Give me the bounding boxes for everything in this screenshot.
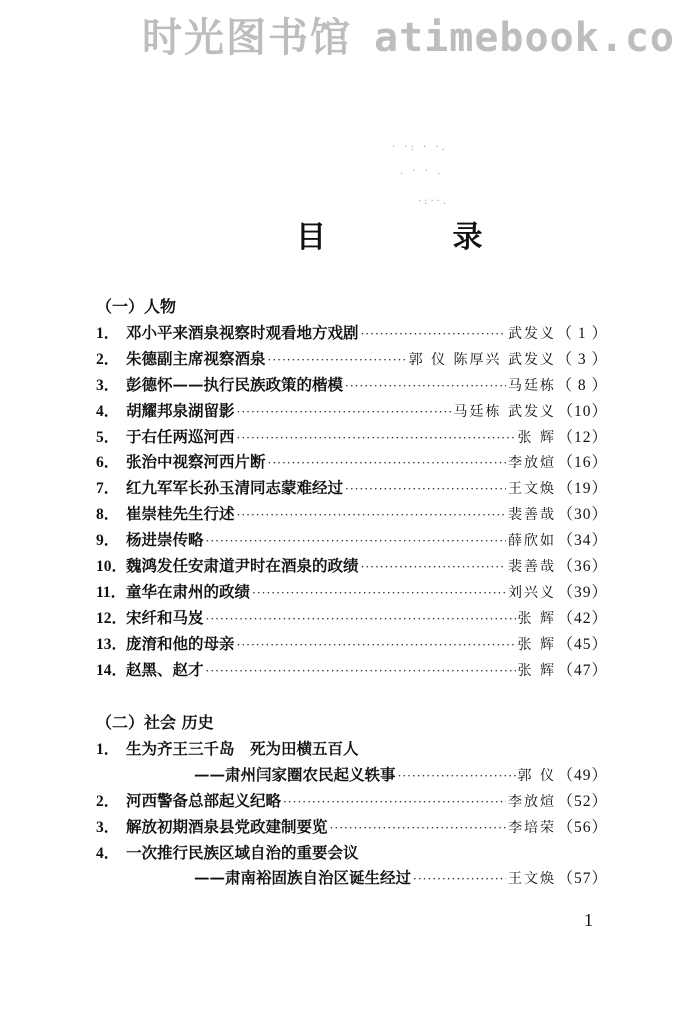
entry-author: 马廷栋 武发义 — [453, 403, 556, 420]
entry-number: 1． — [96, 741, 120, 758]
entry-number: 4． — [96, 402, 120, 420]
dot-leader — [206, 529, 506, 555]
entry-title: 崔崇桂先生行述 — [126, 504, 235, 524]
toc-entry — [96, 657, 608, 683]
entry-page: （ 1 ） — [556, 325, 608, 342]
toc-entry — [96, 372, 608, 398]
section-heading: （二）社会 历史 — [96, 713, 214, 732]
entry-title: 张治中视察河西片断 — [126, 452, 266, 472]
scan-speckle: · ·: · ·. — [392, 142, 448, 153]
toc-entry — [96, 475, 608, 501]
watermark-cn: 时光图书馆 — [142, 15, 352, 61]
entry-page: （52） — [557, 792, 608, 810]
entry-author: 郭 仪 陈厚兴 武发义 — [408, 351, 556, 368]
toc-entry — [96, 762, 608, 788]
toc-entry — [96, 320, 608, 346]
toc-entry — [96, 346, 608, 372]
section-heading: （一）人物 — [96, 297, 177, 316]
entry-title: 一次推行民族区域自治的重要会议 — [126, 842, 359, 862]
toc-entry — [96, 527, 608, 553]
entry-author: 马廷栋 — [508, 377, 556, 394]
entry-number: 9． — [96, 532, 120, 550]
entry-author: 张 辉 — [517, 429, 556, 446]
entry-page: （42） — [557, 609, 608, 627]
entry-author: 王文焕 — [508, 871, 556, 888]
entry-author: 张 辉 — [517, 636, 556, 653]
entry-title: 邓小平来酒泉视察时观看地方戏剧 — [126, 323, 359, 342]
entry-number: 11． — [96, 583, 127, 601]
dot-leader — [206, 607, 516, 633]
toc-entry — [96, 398, 608, 424]
entry-page: （30） — [557, 506, 608, 524]
entry-number: 1． — [96, 325, 120, 342]
dot-leader — [361, 322, 506, 348]
entry-page: （45） — [557, 635, 608, 653]
entry-title: 河西警备总部起义纪略 — [126, 790, 282, 810]
entry-number: 12． — [96, 609, 128, 627]
entry-number: 10． — [96, 558, 128, 576]
dot-leader — [237, 503, 506, 529]
toc-entry — [96, 579, 608, 605]
entry-page: （ 3 ） — [556, 350, 608, 368]
entry-title: 彭德怀——执行民族政策的楷模 — [126, 374, 344, 394]
watermark — [0, 6, 684, 63]
entry-page: （16） — [557, 454, 608, 472]
toc-entry — [96, 501, 608, 527]
dot-leader — [268, 451, 506, 477]
dot-leader — [330, 816, 506, 842]
toc-section-society-history — [96, 710, 608, 891]
entry-page: （19） — [557, 480, 608, 498]
entry-number: 4． — [96, 844, 120, 862]
entry-number: 6． — [96, 454, 120, 472]
dot-leader — [283, 790, 506, 816]
entry-title: ——肃州闫家圈农民起义轶事 — [194, 764, 396, 784]
entry-page: （34） — [557, 532, 608, 550]
dot-leader — [345, 374, 506, 400]
dot-leader — [398, 764, 516, 790]
entry-page: （39） — [557, 583, 608, 601]
entry-title: 生为齐王三千岛 死为田横五百人 — [126, 739, 359, 758]
entry-title: 解放初期酒泉县党政建制要览 — [126, 816, 328, 836]
entry-page: （47） — [557, 661, 608, 679]
entry-title: 朱德副主席视察酒泉 — [126, 348, 266, 368]
entry-page: （ 8 ） — [556, 376, 608, 394]
dot-leader — [237, 426, 516, 452]
entry-page: （56） — [557, 818, 608, 836]
entry-author: 郭 仪 — [517, 767, 556, 784]
entry-author: 薛欣如 — [508, 533, 556, 550]
toc-entry — [96, 631, 608, 657]
entry-author: 张 辉 — [517, 610, 556, 627]
entry-author: 裴善哉 — [508, 559, 556, 576]
toc-entry — [96, 449, 608, 475]
entry-author: 张 辉 — [517, 662, 556, 679]
entry-number: 13． — [96, 635, 128, 653]
watermark-en: atimebook.co — [374, 15, 675, 61]
entry-author: 武发义 — [508, 326, 556, 342]
toc-entry — [96, 814, 608, 840]
entry-number: 2． — [96, 350, 120, 368]
entry-author: 裴善哉 — [508, 507, 556, 524]
dot-leader — [237, 633, 516, 659]
dot-leader — [206, 659, 516, 685]
entry-number: 5． — [96, 428, 120, 446]
toc-entry — [96, 736, 608, 762]
toc-entry — [96, 553, 608, 579]
entry-number: 8． — [96, 506, 120, 524]
entry-title: 宋纤和马岌 — [126, 607, 204, 627]
dot-leader — [268, 348, 407, 374]
dot-leader — [413, 867, 506, 893]
entry-number: 14． — [96, 661, 128, 679]
entry-author: 李放煊 — [508, 793, 556, 810]
toc-entry — [96, 424, 608, 450]
entry-title: 于右任两巡河西 — [126, 426, 235, 446]
entry-page: （49） — [557, 766, 608, 784]
entry-author: 李培荣 — [508, 819, 556, 836]
entry-page: （57） — [557, 870, 608, 888]
entry-number: 7． — [96, 480, 120, 498]
toc-section-people — [96, 294, 608, 682]
dot-leader — [252, 581, 506, 607]
toc-entry — [96, 865, 608, 891]
dot-leader — [345, 477, 506, 503]
toc-entry — [96, 788, 608, 814]
page-number: 1 — [584, 910, 593, 930]
entry-number: 3． — [96, 818, 120, 836]
entry-author: 刘兴义 — [508, 584, 556, 601]
scan-speckle: . · · . — [400, 166, 444, 177]
entry-title: 魏鸿发任安肃道尹时在酒泉的政绩 — [126, 556, 359, 576]
page-title: 目 录 — [296, 220, 541, 255]
entry-title: 杨进崇传略 — [126, 530, 204, 550]
entry-title: 童华在肃州的政绩 — [126, 581, 251, 601]
entry-title: 庞淯和他的母亲 — [126, 633, 235, 653]
dot-leader — [237, 400, 452, 426]
entry-title: 红九军军长孙玉清同志蒙难经过 — [126, 478, 344, 498]
toc-entry — [96, 840, 608, 866]
dot-leader — [361, 555, 506, 581]
entry-title: 赵黑、赵才 — [126, 659, 204, 679]
entry-page: （12） — [557, 428, 608, 446]
scan-speckle: ·:··. — [418, 196, 450, 207]
entry-title: 胡耀邦泉湖留影 — [126, 400, 235, 420]
entry-number: 2． — [96, 792, 120, 810]
entry-author: 王文焕 — [508, 481, 556, 498]
entry-page: （10） — [557, 402, 608, 420]
entry-number: 3． — [96, 376, 120, 394]
entry-page: （36） — [557, 558, 608, 576]
entry-author: 李放煊 — [508, 455, 556, 472]
entry-title: ——肃南裕固族自治区诞生经过 — [194, 868, 412, 888]
toc-entry — [96, 605, 608, 631]
